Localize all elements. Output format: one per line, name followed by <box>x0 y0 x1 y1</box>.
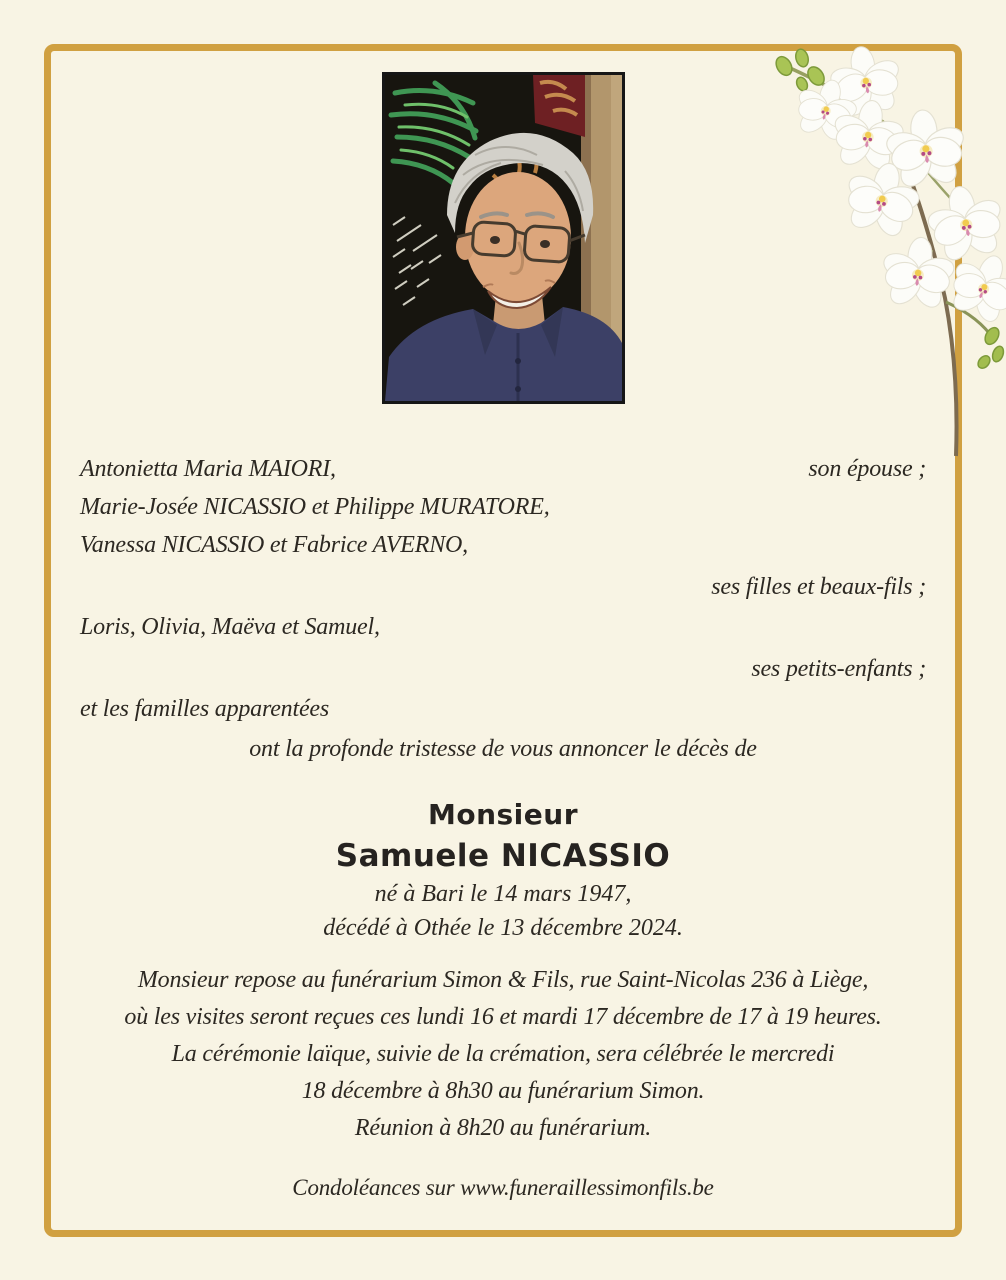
ceremony-line: La cérémonie laïque, suivie de la crémation, sera célébrée le mercredi <box>171 1041 835 1067</box>
deceased-block <box>80 795 926 945</box>
family-line: et les familles apparentées <box>80 696 329 722</box>
orchid-illustration <box>746 40 1006 460</box>
portrait-photo-art <box>385 75 622 401</box>
condolences-line: Condoléances sur www.funeraillessimonfils.be <box>292 1175 714 1200</box>
portrait-photo <box>382 72 625 404</box>
ceremony-details-block <box>80 962 926 1147</box>
ceremony-line: Monsieur repose au funérarium Simon & Fils, rue Saint-Nicolas 236 à Liège, <box>137 967 869 993</box>
ceremony-line: où les visites seront reçues ces lundi 16 et mardi 17 décembre de 17 à 19 heures. <box>124 1004 882 1030</box>
death-line: décédé à Othée le 13 décembre 2024. <box>323 915 683 941</box>
birth-line: né à Bari le 14 mars 1947, <box>374 881 632 907</box>
relation-label: son épouse ; <box>808 456 926 482</box>
ceremony-line: 18 décembre à 8h30 au funérarium Simon. <box>301 1078 705 1104</box>
deceased-title: Monsieur <box>427 798 579 831</box>
announcement-sentence: ont la profonde tristesse de vous annoncer le décès de <box>249 736 757 762</box>
family-name: Antonietta Maria MAIORI, <box>80 456 336 482</box>
ceremony-line: Réunion à 8h20 au funérarium. <box>354 1115 652 1141</box>
condolences-block <box>80 1170 926 1206</box>
family-line: Vanessa NICASSIO et Fabrice AVERNO, <box>80 532 468 558</box>
family-announcement-block <box>80 450 926 768</box>
deceased-name: Samuele NICASSIO <box>335 838 671 874</box>
relation-label: ses petits-enfants ; <box>751 656 926 682</box>
family-line: Loris, Olivia, Maëva et Samuel, <box>80 614 380 640</box>
relation-label: ses filles et beaux-fils ; <box>711 574 926 600</box>
family-line: Marie-Josée NICASSIO et Philippe MURATORE, <box>80 494 550 520</box>
